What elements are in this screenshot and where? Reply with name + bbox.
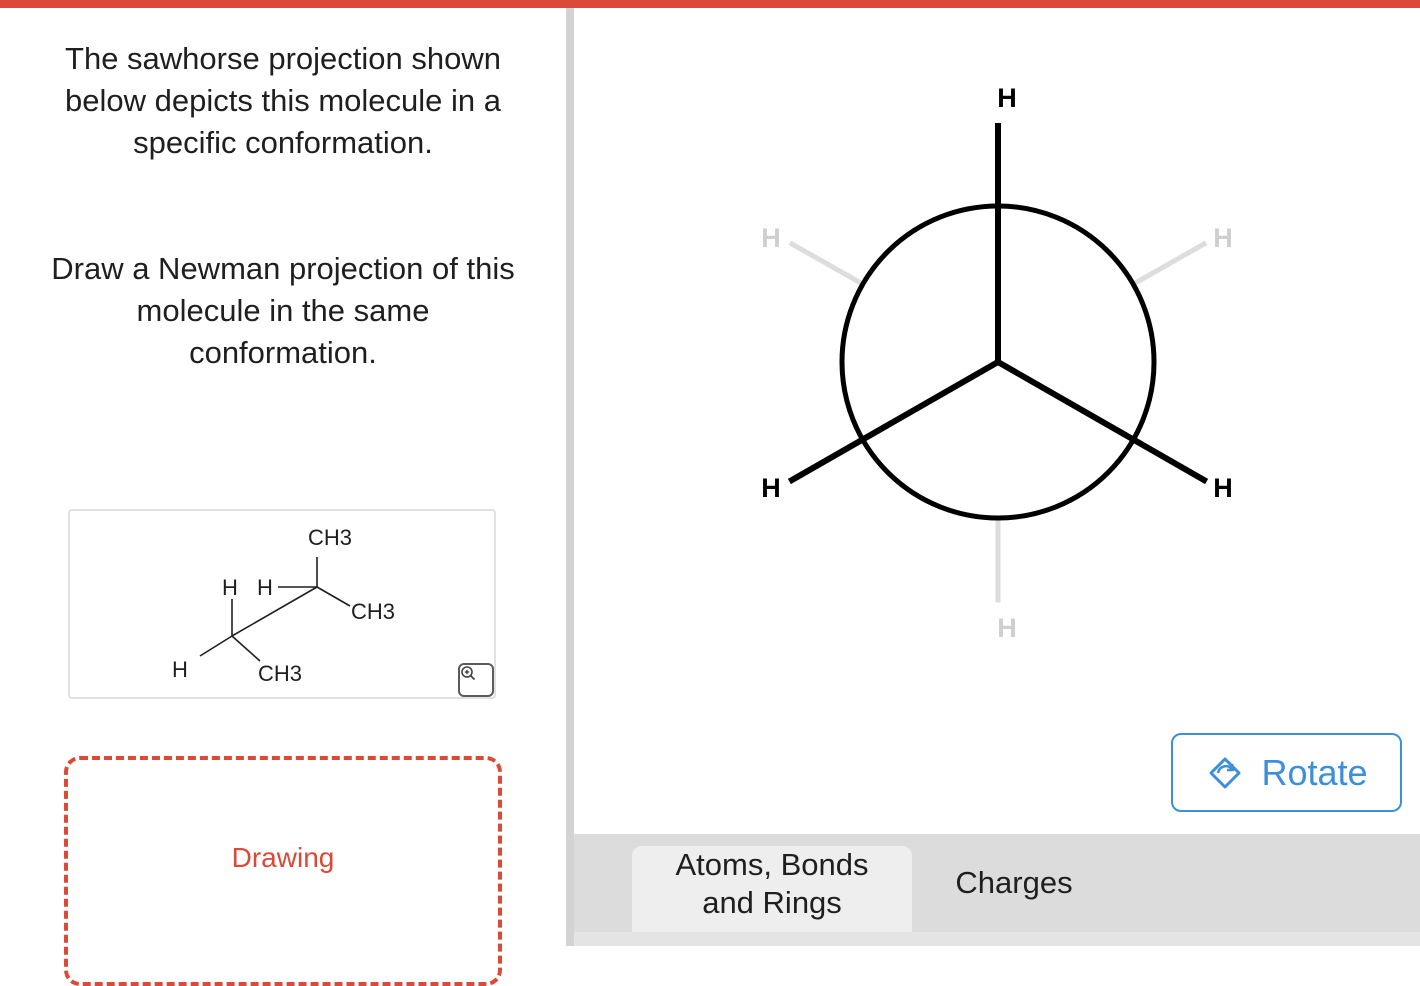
drawing-answer-area[interactable] — [64, 756, 502, 986]
sawhorse-front-ch3-bond — [232, 636, 260, 661]
panel-divider[interactable] — [566, 8, 574, 946]
sawhorse-label-h-left: H — [172, 657, 188, 682]
sawhorse-back-ch3-right-bond — [317, 587, 350, 606]
sawhorse-front-h-left-bond — [200, 636, 232, 656]
rotate-button[interactable] — [1171, 733, 1402, 812]
back-bond-upper-right[interactable] — [1137, 244, 1204, 282]
front-bond-lower-left[interactable] — [792, 362, 998, 480]
sawhorse-label-h-front: H — [222, 575, 238, 600]
back-atom-label-upper-right[interactable]: H — [1213, 223, 1233, 253]
zoom-in-button[interactable] — [458, 663, 494, 697]
sawhorse-label-ch3-top: CH3 — [308, 525, 353, 550]
sawhorse-projection-card — [68, 509, 496, 699]
tab-atoms-bonds-rings[interactable] — [632, 846, 912, 946]
back-bond-upper-left[interactable] — [792, 244, 859, 282]
front-atom-label-lower-left[interactable]: H — [761, 473, 781, 503]
rotate-icon — [1205, 755, 1245, 791]
drawing-label: Drawing — [231, 842, 335, 873]
front-bond-lower-right[interactable] — [998, 362, 1204, 480]
tab-atoms-bonds-rings-label: Atoms, Bonds and Rings — [675, 847, 869, 920]
sawhorse-label-h-back: H — [257, 575, 273, 600]
sawhorse-label-ch3-bottom: CH3 — [258, 661, 303, 686]
sawhorse-cc-bond — [232, 587, 317, 636]
sawhorse-label-ch3-right: CH3 — [351, 599, 396, 624]
question-paragraph-2: Draw a Newman projection of this molecule in the same conformation. — [51, 251, 515, 370]
newman-projection[interactable] — [574, 8, 1420, 834]
drawing-toolbar — [574, 834, 1420, 946]
top-accent-bar — [0, 0, 1420, 8]
tab-charges-label: Charges — [955, 865, 1073, 900]
question-paragraph-1: The sawhorse projection shown below depicts this molecule in a specific conformation. — [65, 41, 501, 160]
tab-charges[interactable] — [934, 864, 1094, 904]
zoom-in-icon — [460, 665, 476, 681]
toolbar-tool-strip — [574, 932, 1420, 946]
front-atom-label-top[interactable]: H — [997, 83, 1017, 113]
back-atom-label-bottom[interactable]: H — [997, 613, 1017, 643]
sawhorse-diagram — [70, 511, 498, 701]
rotate-button-label: Rotate — [1261, 751, 1368, 793]
back-atom-label-upper-left[interactable]: H — [761, 223, 781, 253]
front-atom-label-lower-right[interactable]: H — [1213, 473, 1233, 503]
